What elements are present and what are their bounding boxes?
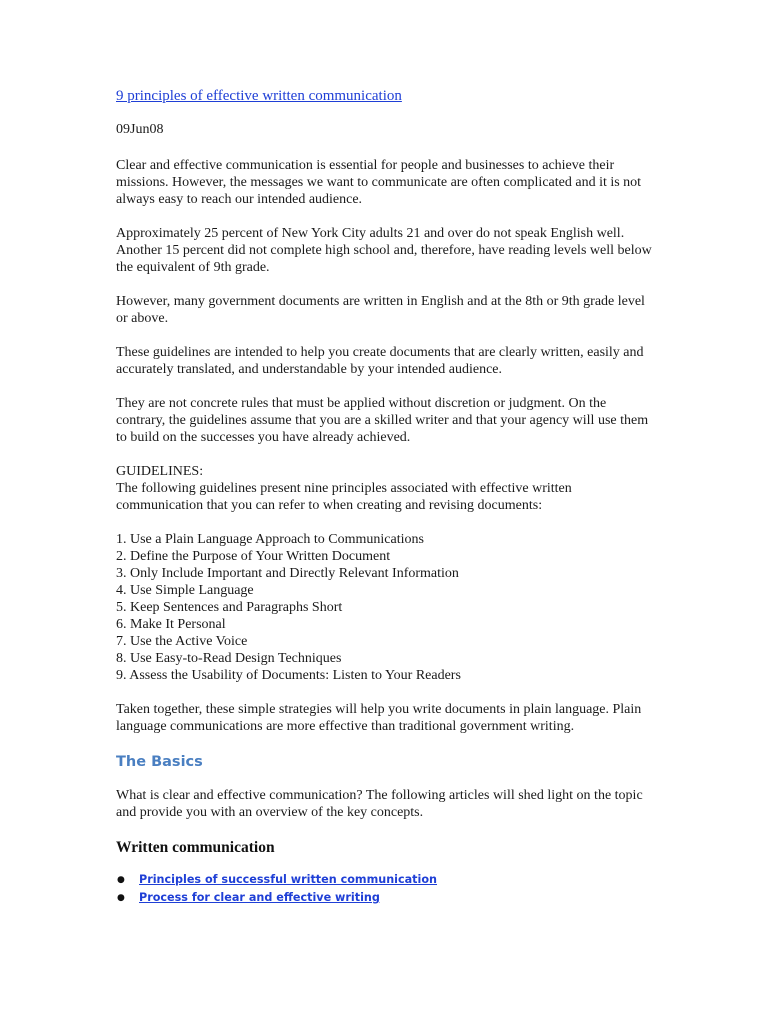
bullet-icon: ● — [117, 893, 125, 903]
article-title-link[interactable]: 9 principles of effective written communication — [116, 88, 402, 104]
bullet-icon: ● — [117, 875, 125, 885]
guidelines-list — [116, 531, 656, 684]
guideline-item: 1. Use a Plain Language Approach to Communications — [116, 532, 424, 547]
guidelines-heading: GUIDELINES: — [116, 464, 204, 479]
guideline-item: 7. Use the Active Voice — [116, 634, 248, 649]
guideline-item: 5. Keep Sentences and Paragraphs Short — [116, 600, 343, 615]
intro-paragraph: Clear and effective communication is essential for people and businesses to achieve their missions. However, the messages we want to communicate are often complicated and it is not always easy to reach our intended audience. — [116, 158, 642, 207]
guideline-item: 8. Use Easy-to-Read Design Techniques — [116, 651, 342, 666]
closing-paragraph: Taken together, these simple strategies will help you write documents in plain language. Plain language communications are more effective than traditional government writing. — [116, 702, 642, 734]
guideline-item: 4. Use Simple Language — [116, 583, 254, 598]
written-communication-heading: Written communication — [116, 839, 275, 856]
guideline-item: 2. Define the Purpose of Your Written Document — [116, 549, 391, 564]
guideline-item: 6. Make It Personal — [116, 617, 226, 632]
list-item — [117, 889, 656, 907]
basics-heading: The Basics — [116, 754, 203, 770]
process-article-link[interactable]: Process for clear and effective writing — [139, 891, 380, 904]
guidelines-section — [116, 463, 656, 514]
guidelines-intro: The following guidelines present nine principles associated with effective written communication that you can refer to when creating and revising documents: — [116, 481, 572, 513]
guideline-item: 9. Assess the Usability of Documents: Listen to Your Readers — [116, 668, 461, 683]
principles-article-link[interactable]: Principles of successful written communication — [139, 873, 438, 886]
statistics-paragraph: Approximately 25 percent of New York City adults 21 and over do not speak English well. Another 15 percent did not complete high school and, therefore, have reading levels well below the equivalent of 9th grade. — [116, 226, 652, 275]
document-page — [116, 86, 656, 907]
not-rules-paragraph: They are not concrete rules that must be applied without discretion or judgment. On the contrary, the guidelines assume that you are a skilled writer and that your agency will use them to build on the successes you have already achieved. — [116, 396, 649, 445]
list-item — [117, 871, 656, 889]
guidelines-purpose-paragraph: These guidelines are intended to help you create documents that are clearly written, easily and accurately translated, and understandable by your intended audience. — [116, 345, 644, 377]
related-articles-list — [116, 871, 656, 907]
article-date: 09Jun08 — [116, 122, 164, 137]
basics-paragraph: What is clear and effective communication? The following articles will shed light on the topic and provide you with an overview of the key concepts. — [116, 788, 643, 820]
guideline-item: 3. Only Include Important and Directly Relevant Information — [116, 566, 459, 581]
government-documents-paragraph: However, many government documents are written in English and at the 8th or 9th grade level or above. — [116, 294, 645, 326]
